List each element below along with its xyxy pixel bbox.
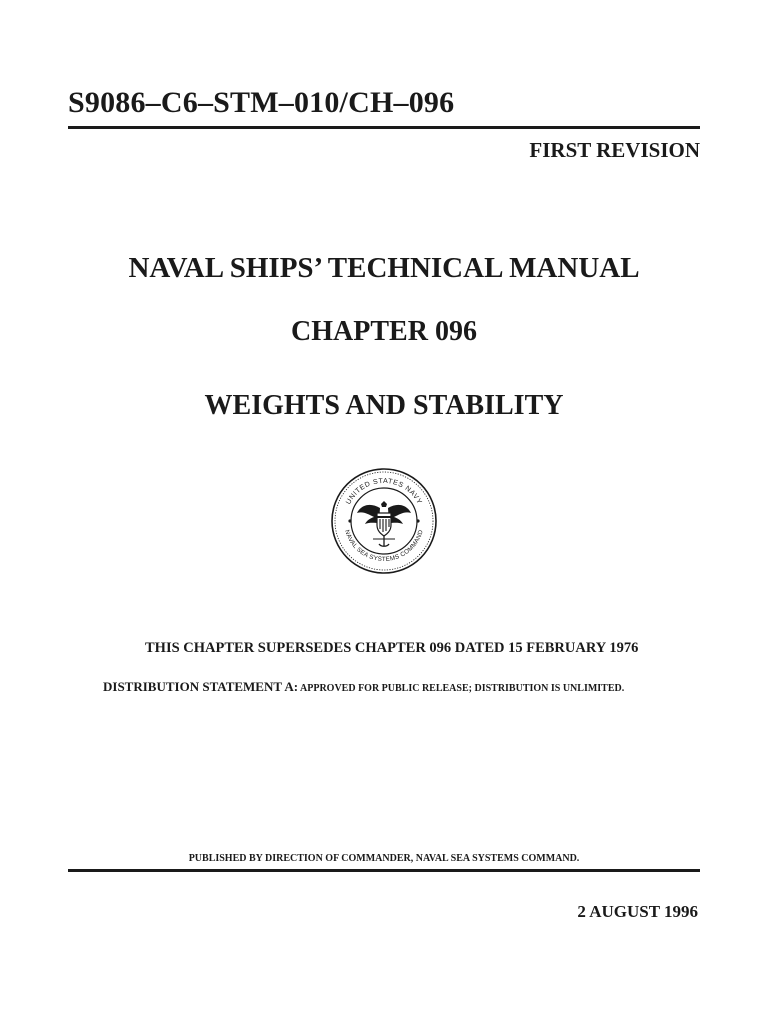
header-divider	[68, 126, 700, 129]
chapter-subject: WEIGHTS AND STABILITY	[204, 390, 564, 421]
publication-date: 2 AUGUST 1996	[577, 902, 698, 921]
footer-divider	[68, 869, 700, 872]
distribution-statement	[103, 679, 624, 695]
chapter-number: CHAPTER 096	[291, 316, 477, 347]
seal-bottom-text: NAVAL SEA SYSTEMS COMMAND	[343, 528, 425, 564]
document-id: S9086–C6–STM–010/CH–096	[68, 86, 455, 119]
seal-top-text: UNITED STATES NAVY	[345, 477, 423, 506]
supersedes-notice: THIS CHAPTER SUPERSEDES CHAPTER 096 DATED 15 FEBRUARY 1976	[145, 640, 639, 656]
distribution-label: DISTRIBUTION STATEMENT A:	[103, 679, 299, 694]
distribution-text: APPROVED FOR PUBLIC RELEASE; DISTRIBUTION IS UNLIMITED.	[298, 683, 625, 694]
manual-title: NAVAL SHIPS’ TECHNICAL MANUAL	[128, 252, 640, 284]
navsea-seal-icon	[330, 467, 438, 575]
published-by: PUBLISHED BY DIRECTION OF COMMANDER, NAVAL SEA SYSTEMS COMMAND.	[188, 853, 580, 864]
revision-label: FIRST REVISION	[529, 138, 700, 162]
